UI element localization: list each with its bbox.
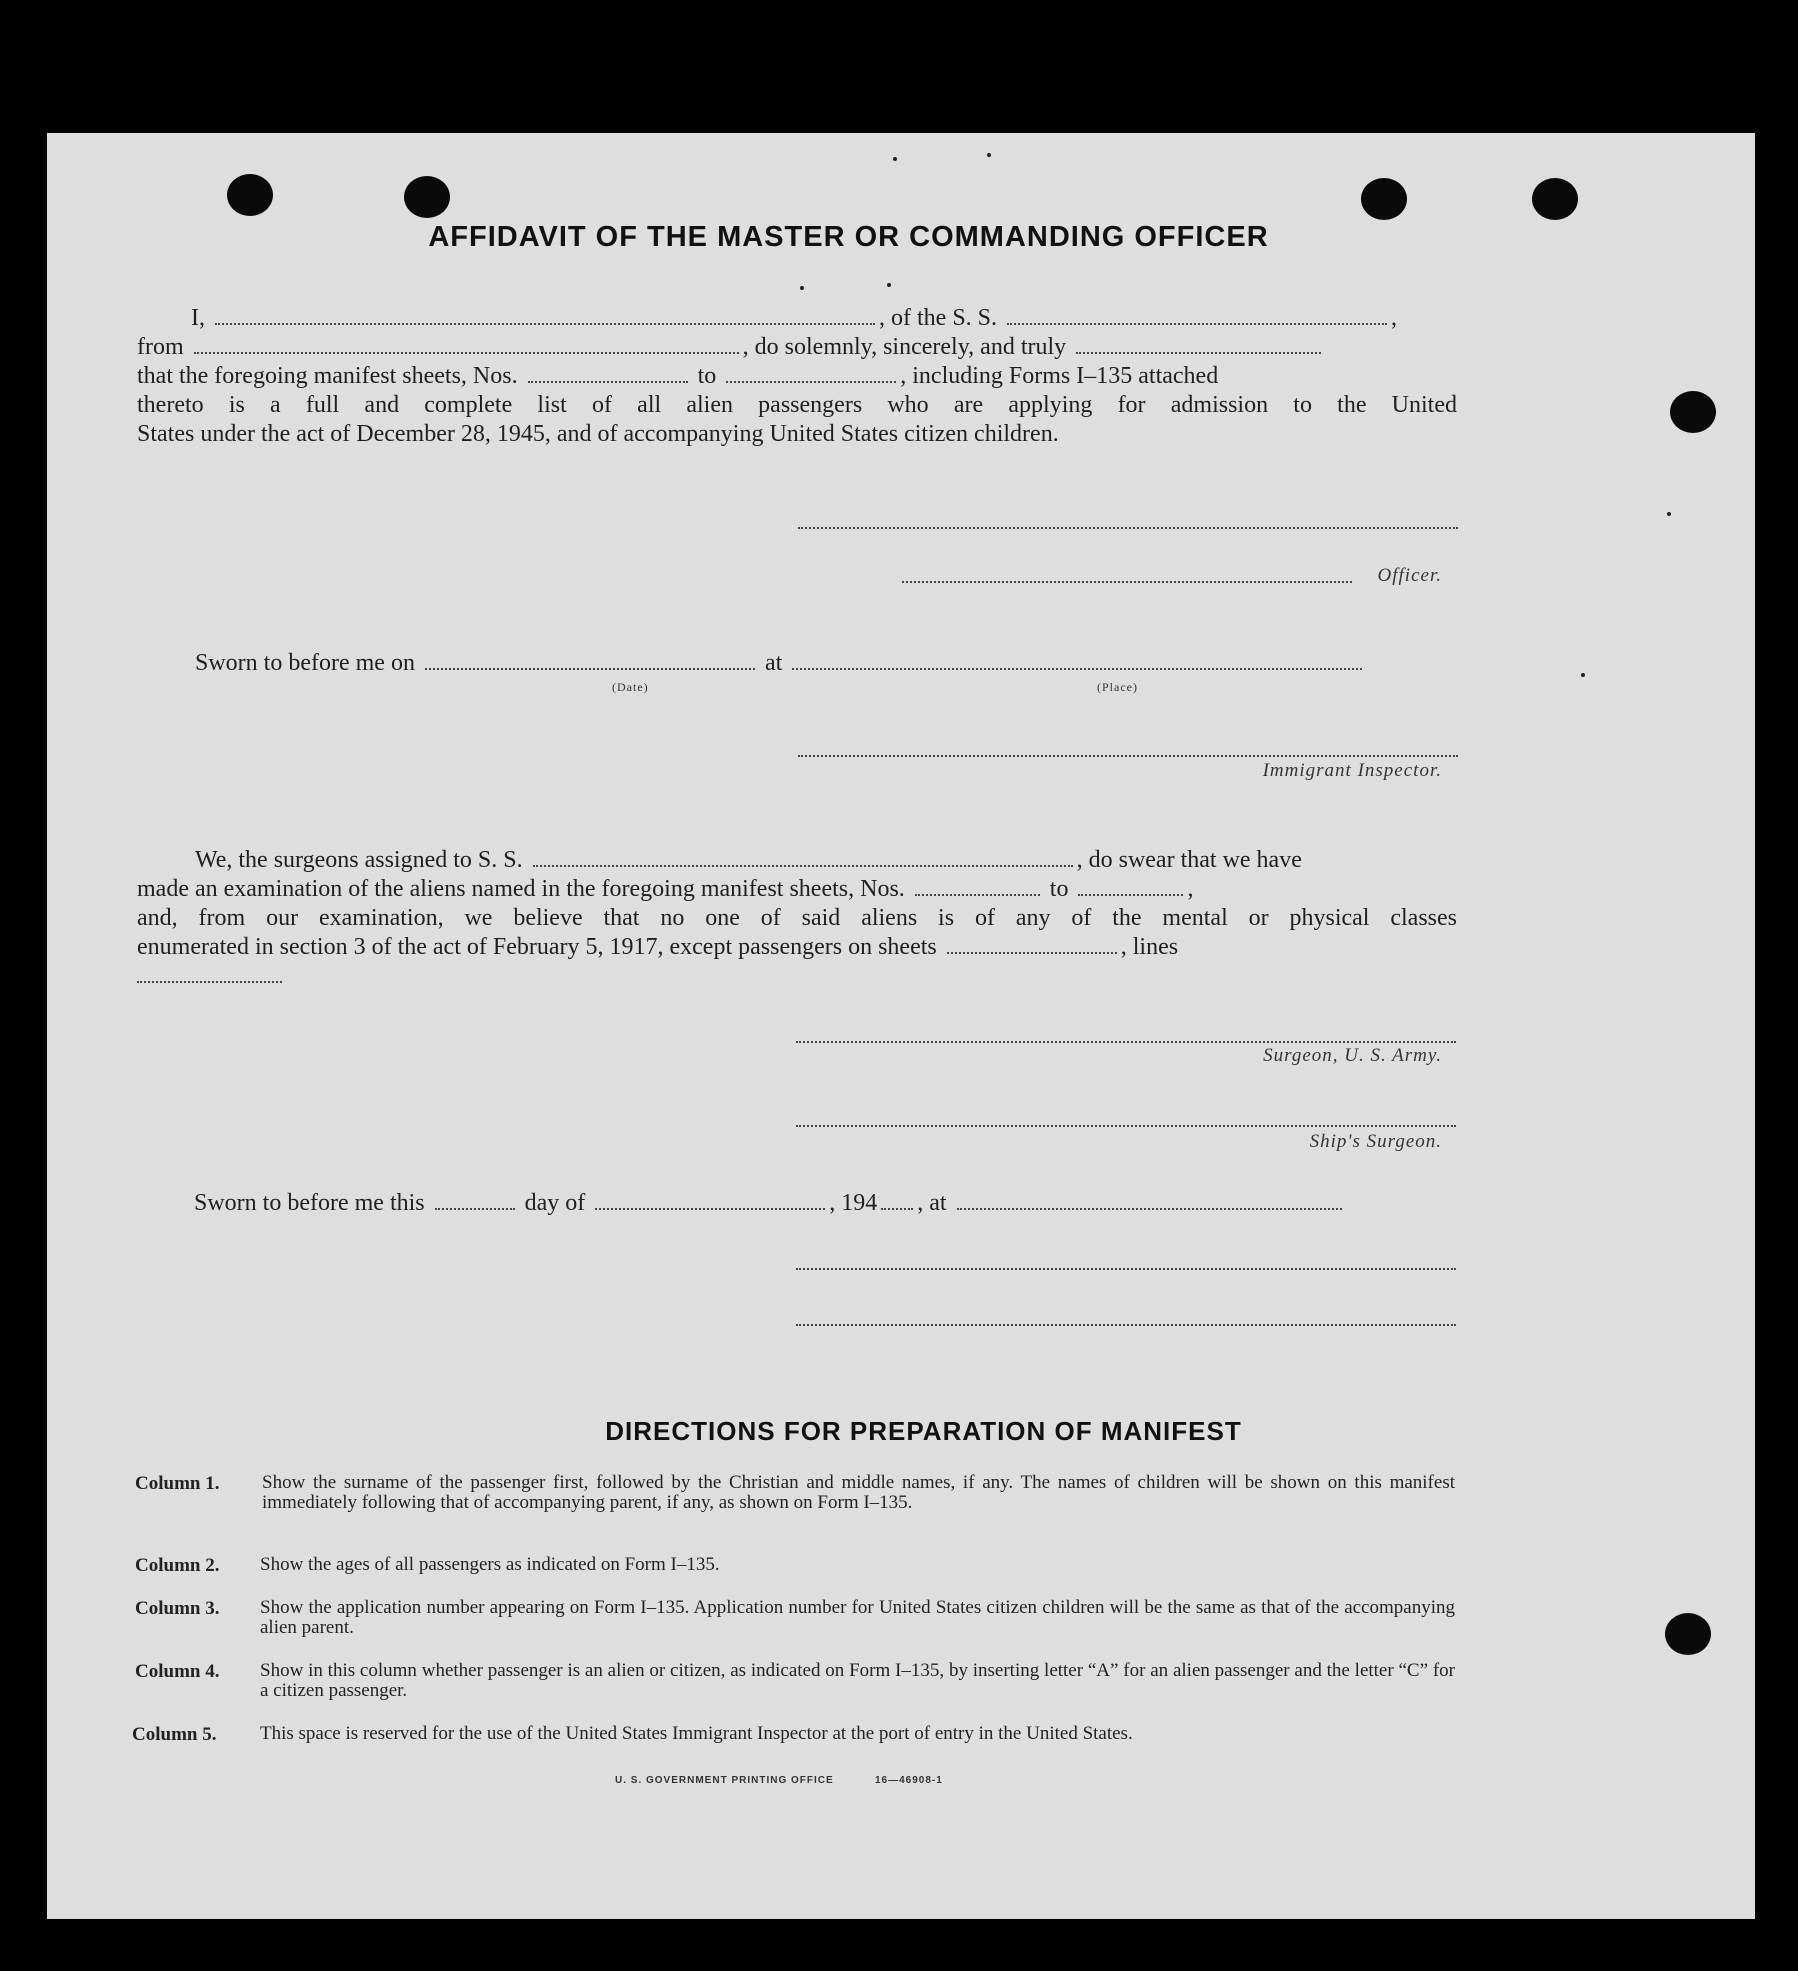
surgeons-text: to [1049, 876, 1069, 902]
affidavit-text: , do solemnly, sincerely, and truly [742, 334, 1067, 360]
signature-line-a[interactable] [796, 1268, 1456, 1270]
master-name-field[interactable] [215, 322, 875, 325]
printing-office-footer: U. S. GOVERNMENT PRINTING OFFICE [615, 1775, 834, 1786]
army-surgeon-signature-line[interactable] [796, 1041, 1456, 1043]
form-code-footer: 16—46908-1 [875, 1775, 943, 1786]
ship-surgeon-caption: Ship's Surgeon. [1309, 1131, 1442, 1152]
sheets-from-field[interactable] [528, 380, 688, 383]
from-field[interactable] [194, 351, 739, 354]
punch-hole [1361, 178, 1407, 220]
sworn-on-line [195, 650, 1366, 677]
sheets-to-field[interactable] [726, 380, 896, 383]
affidavit-text: that the foregoing manifest sheets, Nos. [137, 363, 518, 389]
punch-hole [404, 176, 450, 218]
sworn-text: at [764, 650, 783, 676]
paper-speck [1667, 512, 1671, 516]
surgeons-text: enumerated in section 3 of the act of February 5, 1917, except passengers on sheets [137, 934, 937, 960]
column-4-text: Show in this column whether passenger is an alien or citizen, as indicated on Form I–135, by inserting letter “A” for an alien passenger and the letter “C” for a citizen passenger. [260, 1660, 1455, 1701]
sworn-at-field[interactable] [957, 1207, 1342, 1210]
surgeons-sheets-from-field[interactable] [915, 893, 1040, 896]
inspector-signature-line[interactable] [798, 755, 1458, 757]
sworn2-text: Sworn to before me this [194, 1190, 425, 1216]
paper-speck [800, 286, 804, 290]
affidavit-line-2 [137, 334, 1325, 361]
oath-field[interactable] [1076, 351, 1321, 354]
surgeons-text: , [1187, 876, 1194, 902]
paper-speck [987, 153, 991, 157]
lines-field[interactable] [137, 981, 282, 983]
column-4-label: Column 4. [135, 1661, 220, 1682]
column-2-label: Column 2. [135, 1555, 220, 1576]
paper-speck [887, 283, 891, 287]
column-5-text: This space is reserved for the use of the United States Immigrant Inspector at the port of entry in the United States. [260, 1723, 1133, 1744]
affidavit-text: , including Forms I–135 attached [900, 363, 1219, 389]
affidavit-text: , of the S. S. [879, 305, 998, 331]
surgeons-line-2 [137, 876, 1193, 903]
ship-surgeon-signature-line[interactable] [796, 1125, 1456, 1127]
surgeons-sheets-to-field[interactable] [1078, 893, 1183, 896]
except-sheets-field[interactable] [947, 951, 1117, 954]
sworn-date-field[interactable] [425, 667, 755, 670]
paper-speck [1581, 673, 1585, 677]
officer-signature-line-2[interactable] [902, 581, 1352, 583]
officer-signature-line-1[interactable] [798, 527, 1458, 529]
paper-speck [893, 157, 897, 161]
affidavit-line-5: States under the act of December 28, 1945, and of accompanying United States citizen children. [137, 421, 1059, 447]
surgeons-line-3: and, from our examination, we believe that no one of said aliens is of any of the mental or physical classes [137, 905, 1457, 931]
surgeons-ship-field[interactable] [533, 864, 1073, 867]
affidavit-text: I, [191, 305, 205, 331]
surgeons-text: , lines [1120, 934, 1179, 960]
column-3-text: Show the application number appearing on Form I–135. Application number for United States citizen children will be the same as that of the accompanying alien parent. [260, 1597, 1455, 1638]
surgeons-text: made an examination of the aliens named in the foregoing manifest sheets, Nos. [137, 876, 905, 902]
sworn-day-field[interactable] [435, 1207, 515, 1210]
army-surgeon-caption: Surgeon, U. S. Army. [1263, 1045, 1442, 1066]
punch-hole [1670, 391, 1716, 433]
sworn-this-line [194, 1190, 1346, 1217]
column-1-text: Show the surname of the passenger first, followed by the Christian and middle names, if any. The names of children will be shown on this manifest immediately following that of accompanying parent, if any, as shown on Form I–135. [262, 1472, 1455, 1513]
ship-name-field[interactable] [1007, 322, 1387, 325]
affidavit-text: , [1391, 305, 1398, 331]
surgeons-text: , do swear that we have [1076, 847, 1302, 873]
punch-hole [1665, 1613, 1711, 1655]
column-2-text: Show the ages of all passengers as indicated on Form I–135. [260, 1554, 720, 1575]
sworn2-text: , at [917, 1190, 947, 1216]
punch-hole [1532, 178, 1578, 220]
sworn2-text: , 194 [829, 1190, 878, 1216]
affidavit-text: to [697, 363, 717, 389]
officer-caption: Officer. [1377, 565, 1442, 586]
inspector-caption: Immigrant Inspector. [1262, 760, 1442, 781]
page-title: AFFIDAVIT OF THE MASTER OR COMMANDING OFFICER [428, 221, 1269, 253]
sworn-place-field[interactable] [792, 667, 1362, 670]
column-1-label: Column 1. [135, 1473, 220, 1494]
signature-line-b[interactable] [796, 1324, 1456, 1326]
surgeons-line-1 [195, 847, 1302, 874]
column-3-label: Column 3. [135, 1598, 220, 1619]
surgeons-text: We, the surgeons assigned to S. S. [195, 847, 523, 873]
column-5-label: Column 5. [132, 1724, 217, 1745]
place-caption: (Place) [1097, 680, 1138, 694]
affidavit-line-4: thereto is a full and complete list of all alien passengers who are applying for admission to the United [137, 392, 1457, 418]
form-page [47, 133, 1755, 1919]
sworn-text: Sworn to before me on [195, 650, 415, 676]
surgeons-line-4 [137, 934, 1178, 961]
directions-title: DIRECTIONS FOR PREPARATION OF MANIFEST [605, 1416, 1242, 1446]
date-caption: (Date) [612, 680, 649, 694]
affidavit-line-1 [191, 305, 1397, 332]
sworn-year-field[interactable] [881, 1207, 913, 1210]
punch-hole [227, 174, 273, 216]
sworn-month-field[interactable] [595, 1207, 825, 1210]
affidavit-line-3 [137, 363, 1218, 390]
affidavit-text: from [137, 334, 184, 360]
sworn2-text: day of [524, 1190, 586, 1216]
